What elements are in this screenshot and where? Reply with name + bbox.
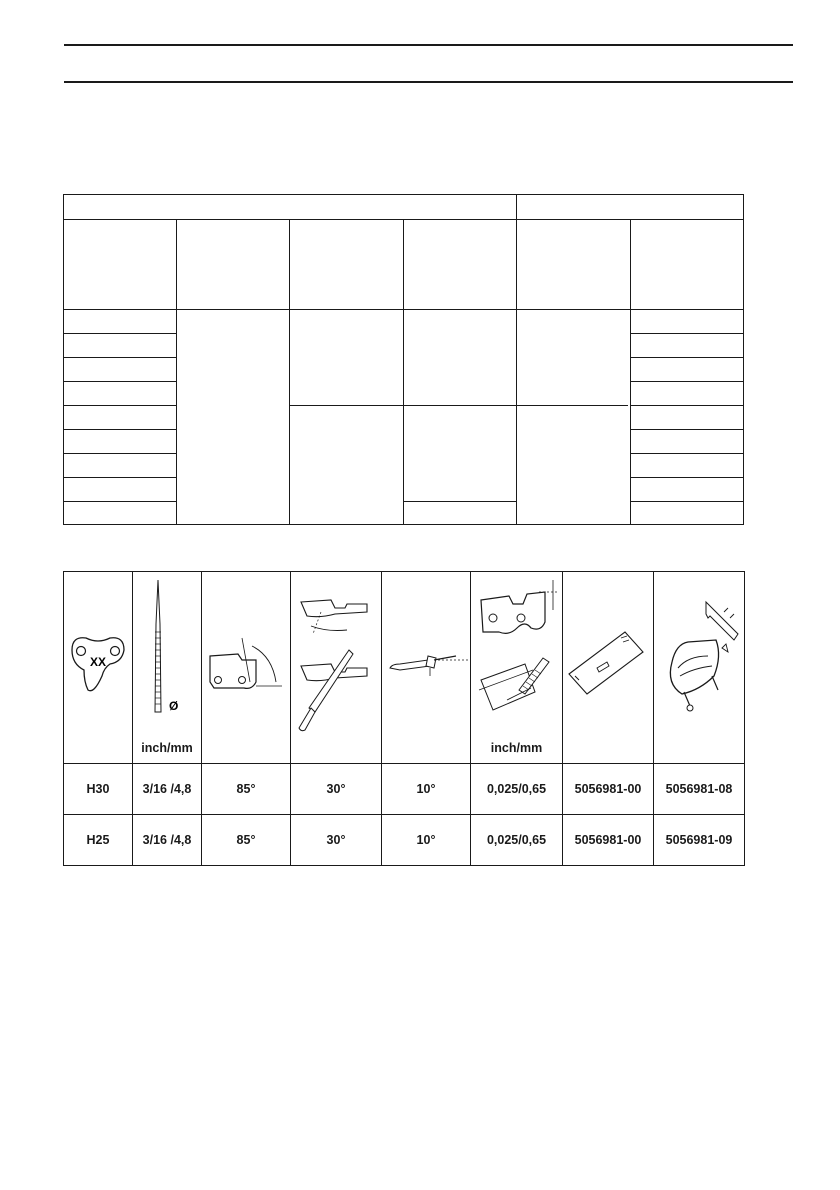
chain-cell: H30: [64, 764, 133, 815]
file-diameter-value: 3/16 /4,8: [133, 764, 202, 815]
depth-gauge-value: 0,025/0,65: [471, 815, 563, 866]
file-guide-icon: [654, 572, 744, 763]
tilt-angle-cell: [382, 572, 471, 764]
depth-gauge-unit: inch/mm: [490, 741, 543, 755]
file-holder-icon: [382, 572, 470, 763]
depth-gauge-cell: [471, 572, 563, 764]
depth-gauge-icon: [471, 572, 562, 742]
filing-angle-value: 30°: [291, 764, 382, 815]
drive-link-marking-icon: [64, 572, 132, 763]
file-diameter-cell: [133, 572, 202, 764]
round-file-icon: [133, 572, 201, 732]
tilt-angle-value: 10°: [382, 764, 471, 815]
header-rule-bottom: [64, 81, 793, 83]
diameter-symbol: Ø: [169, 699, 179, 713]
drive-link-label: XX: [89, 655, 107, 669]
gauge-tool-part-number: 5056981-00: [563, 764, 654, 815]
file-guide-part-number: 5056981-08: [654, 764, 745, 815]
depth-gauge-value: 0,025/0,65: [471, 764, 563, 815]
gauge-tool-cell: [563, 572, 654, 764]
filing-angle-value: 30°: [291, 815, 382, 866]
table-row: [64, 815, 745, 866]
file-guide-cell: [654, 572, 745, 764]
drive-link-marking-cell: [64, 572, 133, 764]
file-angle-icon: [291, 572, 381, 763]
header-rule-top: [64, 44, 793, 46]
top-plate-angle-cell: [202, 572, 291, 764]
top-plate-angle-value: 85°: [202, 764, 291, 815]
cutter-angle-icon: [202, 572, 290, 763]
file-diameter-value: 3/16 /4,8: [133, 815, 202, 866]
chain-cell: H25: [64, 815, 133, 866]
tilt-angle-value: 10°: [382, 815, 471, 866]
file-diameter-unit: inch/mm: [141, 741, 193, 755]
top-plate-angle-value: 85°: [202, 815, 291, 866]
sharpening-specs-table: [63, 571, 745, 866]
file-guide-part-number: 5056981-09: [654, 815, 745, 866]
gauge-tool-part-number: 5056981-00: [563, 815, 654, 866]
table-row: [64, 764, 745, 815]
depth-gauge-tool-icon: [563, 572, 653, 763]
filing-angle-cell: [291, 572, 382, 764]
bar-chain-combination-table: [63, 194, 744, 525]
illustration-row: [64, 572, 745, 764]
